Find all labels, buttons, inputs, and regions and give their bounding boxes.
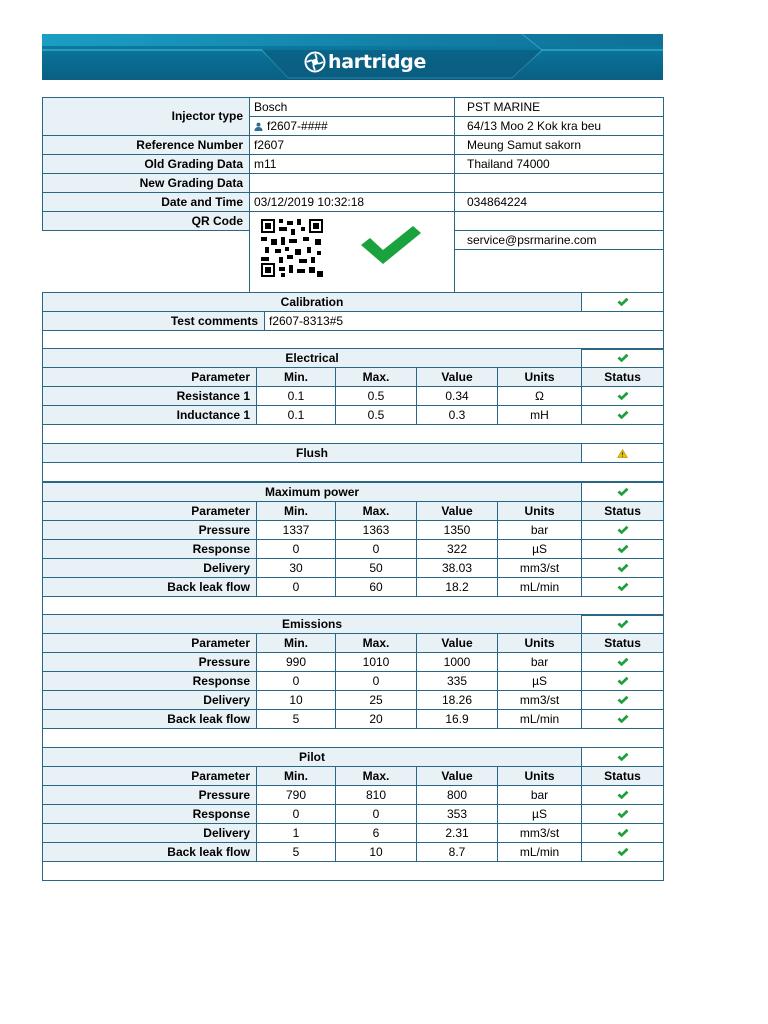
max-value: 1010 xyxy=(336,653,417,672)
max-value: 810 xyxy=(336,786,417,805)
column-header: Units xyxy=(498,634,582,653)
units: µS xyxy=(498,672,582,691)
min-value: 0 xyxy=(257,672,336,691)
max-value: 50 xyxy=(336,559,417,578)
warning-icon xyxy=(582,444,664,463)
company-address-line: Thailand 74000 xyxy=(455,155,664,174)
pilot-table xyxy=(42,747,664,881)
measured-value: 18.2 xyxy=(417,578,498,597)
column-header: Parameter xyxy=(43,634,257,653)
column-header: Value xyxy=(417,502,498,521)
table-row xyxy=(43,540,664,559)
spacer-row xyxy=(43,862,664,881)
spacer-row xyxy=(43,331,664,350)
check-icon xyxy=(582,786,664,805)
column-header: Value xyxy=(417,368,498,387)
section-title: Pilot xyxy=(43,748,582,767)
qr-cell xyxy=(250,212,455,294)
maximum-power-table xyxy=(42,482,664,616)
measured-value: 0.34 xyxy=(417,387,498,406)
section-title: Flush xyxy=(43,444,582,463)
check-icon xyxy=(582,483,664,502)
column-header: Min. xyxy=(257,502,336,521)
min-value: 30 xyxy=(257,559,336,578)
units: mH xyxy=(498,406,582,425)
column-header: Status xyxy=(582,767,664,786)
table-row xyxy=(43,406,664,425)
spacer-row xyxy=(43,597,664,616)
column-header: Status xyxy=(582,634,664,653)
check-icon xyxy=(582,653,664,672)
table-row xyxy=(43,521,664,540)
table-row xyxy=(43,578,664,597)
column-header: Max. xyxy=(336,502,417,521)
spacer xyxy=(43,250,250,269)
param-name: Resistance 1 xyxy=(43,387,257,406)
qr-code-icon xyxy=(261,219,323,277)
units: bar xyxy=(498,653,582,672)
company-blank-cell xyxy=(455,174,664,193)
electrical-table xyxy=(42,348,664,482)
units: µS xyxy=(498,805,582,824)
units: mm3/st xyxy=(498,691,582,710)
max-value: 25 xyxy=(336,691,417,710)
param-name: Pressure xyxy=(43,521,257,540)
column-header: Parameter xyxy=(43,368,257,387)
check-icon xyxy=(582,615,664,634)
reference-number: f2607 xyxy=(250,136,455,155)
param-name: Delivery xyxy=(43,824,257,843)
max-value: 20 xyxy=(336,710,417,729)
check-icon xyxy=(582,824,664,843)
max-value: 0.5 xyxy=(336,387,417,406)
spacer-row xyxy=(43,425,664,444)
param-name: Back leak flow xyxy=(43,843,257,862)
param-name: Back leak flow xyxy=(43,578,257,597)
min-value: 0.1 xyxy=(257,387,336,406)
injector-code: f2607-#### xyxy=(267,118,328,133)
table-row xyxy=(43,843,664,862)
company-phone: 034864224 xyxy=(455,193,664,212)
measured-value: 335 xyxy=(417,672,498,691)
check-icon xyxy=(582,387,664,406)
measured-value: 800 xyxy=(417,786,498,805)
table-row xyxy=(43,805,664,824)
measured-value: 2.31 xyxy=(417,824,498,843)
measured-value: 0.3 xyxy=(417,406,498,425)
min-value: 5 xyxy=(257,843,336,862)
new-grading-label: New Grading Data xyxy=(43,174,250,193)
company-name: PST MARINE xyxy=(455,98,664,117)
qr-code-label: QR Code xyxy=(43,212,250,231)
column-header: Parameter xyxy=(43,767,257,786)
param-name: Pressure xyxy=(43,653,257,672)
pass-check-icon xyxy=(360,223,422,265)
param-name: Response xyxy=(43,672,257,691)
check-icon xyxy=(582,521,664,540)
company-email: service@psrmarine.com xyxy=(455,231,664,250)
max-value: 0 xyxy=(336,805,417,824)
check-icon xyxy=(582,349,664,368)
measured-value: 18.26 xyxy=(417,691,498,710)
units: Ω xyxy=(498,387,582,406)
min-value: 990 xyxy=(257,653,336,672)
column-header: Units xyxy=(498,767,582,786)
column-header: Max. xyxy=(336,634,417,653)
units: mL/min xyxy=(498,843,582,862)
param-name: Response xyxy=(43,805,257,824)
param-name: Response xyxy=(43,540,257,559)
injector-code-cell xyxy=(250,117,455,136)
spacer-row xyxy=(43,729,664,748)
units: mm3/st xyxy=(498,824,582,843)
column-header: Min. xyxy=(257,368,336,387)
new-grading xyxy=(250,174,455,193)
units: bar xyxy=(498,521,582,540)
column-header: Status xyxy=(582,502,664,521)
check-icon xyxy=(582,710,664,729)
min-value: 0 xyxy=(257,805,336,824)
calibration-title: Calibration xyxy=(43,293,582,312)
units: mL/min xyxy=(498,710,582,729)
measured-value: 353 xyxy=(417,805,498,824)
column-header: Min. xyxy=(257,767,336,786)
test-comments-label: Test comments xyxy=(43,312,265,331)
check-icon xyxy=(582,691,664,710)
min-value: 5 xyxy=(257,710,336,729)
measured-value: 322 xyxy=(417,540,498,559)
column-header: Value xyxy=(417,767,498,786)
date-time: 03/12/2019 10:32:18 xyxy=(250,193,455,212)
table-row xyxy=(43,559,664,578)
units: µS xyxy=(498,540,582,559)
column-header: Min. xyxy=(257,634,336,653)
company-blank-cell xyxy=(455,212,664,231)
test-comments: f2607-8313#5 xyxy=(265,312,664,331)
min-value: 1 xyxy=(257,824,336,843)
spacer-row xyxy=(43,463,664,482)
section-title: Maximum power xyxy=(43,483,582,502)
injector-info-table xyxy=(42,97,664,294)
check-icon xyxy=(582,843,664,862)
table-row xyxy=(43,653,664,672)
column-header: Units xyxy=(498,502,582,521)
max-value: 1363 xyxy=(336,521,417,540)
min-value: 0 xyxy=(257,540,336,559)
max-value: 0 xyxy=(336,540,417,559)
company-blank-cell xyxy=(455,250,664,294)
max-value: 0 xyxy=(336,672,417,691)
param-name: Delivery xyxy=(43,559,257,578)
check-icon xyxy=(582,540,664,559)
column-header: Value xyxy=(417,634,498,653)
table-row xyxy=(43,710,664,729)
column-header: Parameter xyxy=(43,502,257,521)
table-row xyxy=(43,786,664,805)
units: mL/min xyxy=(498,578,582,597)
emissions-table xyxy=(42,614,664,748)
section-title: Emissions xyxy=(43,615,582,634)
injector-brand: Bosch xyxy=(250,98,455,117)
param-name: Back leak flow xyxy=(43,710,257,729)
min-value: 10 xyxy=(257,691,336,710)
brand-name: hartridge xyxy=(328,51,427,73)
param-name: Delivery xyxy=(43,691,257,710)
check-icon xyxy=(582,672,664,691)
max-value: 10 xyxy=(336,843,417,862)
check-icon xyxy=(582,748,664,767)
company-address-line: Meung Samut sakorn xyxy=(455,136,664,155)
check-icon xyxy=(582,559,664,578)
table-row xyxy=(43,824,664,843)
column-header: Max. xyxy=(336,767,417,786)
hartridge-logo-icon xyxy=(304,51,326,73)
user-icon xyxy=(254,122,263,131)
units: mm3/st xyxy=(498,559,582,578)
reference-number-label: Reference Number xyxy=(43,136,250,155)
min-value: 1337 xyxy=(257,521,336,540)
spacer xyxy=(43,231,250,250)
min-value: 0 xyxy=(257,578,336,597)
min-value: 0.1 xyxy=(257,406,336,425)
check-icon xyxy=(582,805,664,824)
check-icon xyxy=(582,406,664,425)
measured-value: 1000 xyxy=(417,653,498,672)
check-icon xyxy=(582,293,664,312)
table-row xyxy=(43,387,664,406)
injector-type-label: Injector type xyxy=(43,98,250,136)
old-grading: m11 xyxy=(250,155,455,174)
section-title: Electrical xyxy=(43,349,582,368)
company-address-line: 64/13 Moo 2 Kok kra beu xyxy=(455,117,664,136)
measured-value: 38.03 xyxy=(417,559,498,578)
max-value: 6 xyxy=(336,824,417,843)
measured-value: 8.7 xyxy=(417,843,498,862)
units: bar xyxy=(498,786,582,805)
min-value: 790 xyxy=(257,786,336,805)
column-header: Max. xyxy=(336,368,417,387)
date-time-label: Date and Time xyxy=(43,193,250,212)
param-name: Inductance 1 xyxy=(43,406,257,425)
table-row xyxy=(43,672,664,691)
spacer xyxy=(43,269,250,294)
column-header: Status xyxy=(582,368,664,387)
measured-value: 1350 xyxy=(417,521,498,540)
max-value: 0.5 xyxy=(336,406,417,425)
check-icon xyxy=(582,578,664,597)
max-value: 60 xyxy=(336,578,417,597)
brand-logo xyxy=(304,51,426,73)
table-row xyxy=(43,691,664,710)
calibration-table xyxy=(42,292,664,350)
param-name: Pressure xyxy=(43,786,257,805)
measured-value: 16.9 xyxy=(417,710,498,729)
old-grading-label: Old Grading Data xyxy=(43,155,250,174)
column-header: Units xyxy=(498,368,582,387)
